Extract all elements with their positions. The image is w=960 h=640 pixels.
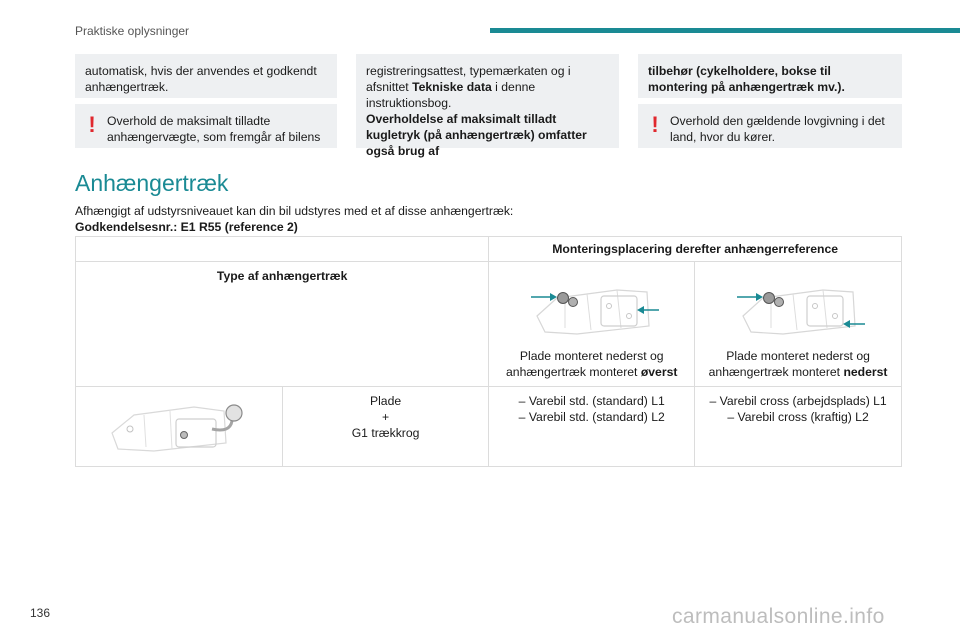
warning-box-col1 xyxy=(75,104,337,148)
type-line: + xyxy=(382,410,390,424)
warning-box-col3 xyxy=(638,104,902,148)
lower-models-cell xyxy=(695,387,902,467)
watermark: carmanualsonline.info xyxy=(672,605,885,628)
info-box-col3-top xyxy=(638,54,902,98)
model-line: – Varebil cross (arbejdsplads) L1 xyxy=(709,394,887,408)
header-accent-bar xyxy=(490,28,960,33)
warning-text: Overhold den gældende lovgivning i det land, hvor du kører. xyxy=(670,114,885,144)
towbar-illustration xyxy=(104,393,254,455)
table-row xyxy=(76,387,902,467)
type-line: Plade xyxy=(369,394,402,408)
option-upper-bold: øverst xyxy=(640,365,678,379)
model-line: – Varebil std. (standard) L2 xyxy=(518,410,665,424)
info-text: automatisk, hvis der anvendes et godkendt anhængertræk. xyxy=(85,64,317,94)
type-header-label: Type af anhængertræk xyxy=(216,269,348,283)
model-line: – Varebil cross (kraftig) L2 xyxy=(727,410,869,424)
option-upper-text: Plade monteret nederst og anhængertræk monteret xyxy=(506,349,664,379)
option-lower-cell xyxy=(695,262,902,387)
warning-text: Overhold de maksimalt tilladte anhængervægte, som fremgår af bilens xyxy=(107,114,321,144)
warning-icon: ! xyxy=(88,112,96,137)
table-header-empty xyxy=(76,237,489,262)
info-text-part2: i denne instruktionsbog. xyxy=(366,80,536,110)
info-text-part1: registreringsattest, typemærkaten og i afsnittet xyxy=(366,64,571,94)
table-header-row xyxy=(76,237,902,262)
info-box-col2 xyxy=(356,54,619,158)
intro-text: Afhængigt af udstyrsniveauet kan din bil udstyres med et af disse anhængertræk: xyxy=(75,204,514,218)
info-box-col1-top xyxy=(75,54,337,98)
model-line: – Varebil std. (standard) L1 xyxy=(518,394,665,408)
info-text-bold-paragraph: Overholdelse af maksimalt tilladt kugletryk (på anhængertræk) omfatter også brug af xyxy=(366,112,587,158)
option-upper-cell xyxy=(489,262,695,387)
running-header: Praktiske oplysninger xyxy=(75,24,190,38)
type-header xyxy=(76,262,489,387)
section-intro xyxy=(75,203,513,235)
towbar-table xyxy=(75,236,902,467)
option-lower-text: Plade monteret nederst og anhængertræk monteret xyxy=(708,349,870,379)
option-lower-bold: nederst xyxy=(843,365,888,379)
mounting-header: Monteringsplacering derefter anhængerreference xyxy=(489,237,902,262)
towbar-image-cell xyxy=(76,387,283,467)
page-number: 136 xyxy=(30,606,51,620)
towbar-type-cell xyxy=(282,387,488,467)
type-line: G1 trækkrog xyxy=(351,426,420,440)
plate-mount-illustration-upper xyxy=(517,268,667,338)
upper-models-cell xyxy=(489,387,695,467)
warning-icon: ! xyxy=(651,112,659,137)
info-text-bold: Tekniske data xyxy=(412,80,492,94)
info-text-bold: tilbehør (cykelholdere, bokse til montering på anhængertræk mv.). xyxy=(648,64,845,94)
approval-number: Godkendelsesnr.: E1 R55 (reference 2) xyxy=(75,220,298,234)
plate-mount-illustration-lower xyxy=(723,268,873,338)
table-row xyxy=(76,262,902,387)
section-title: Anhængertræk xyxy=(75,170,229,196)
